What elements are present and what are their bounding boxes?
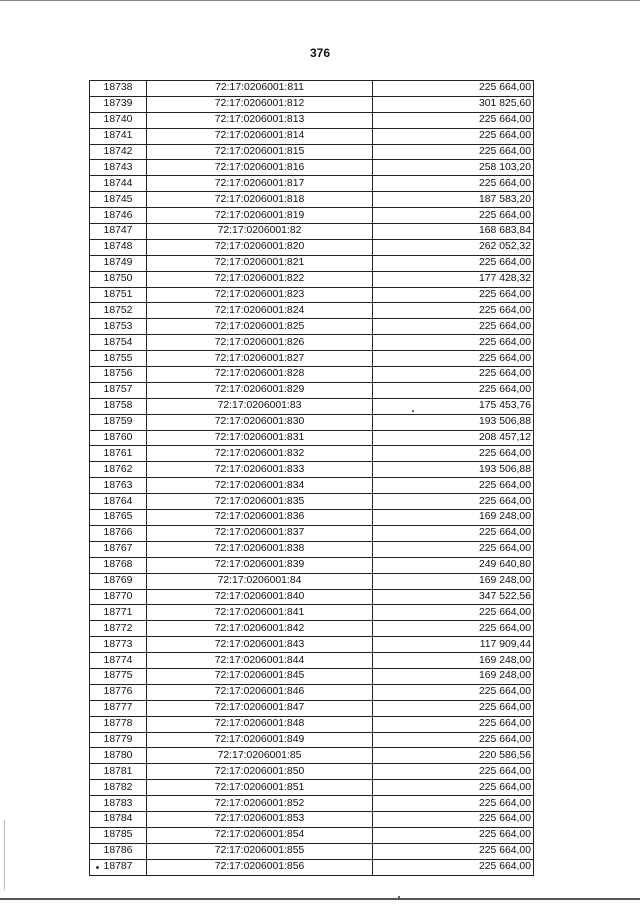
table-row xyxy=(90,557,534,573)
row-number-cell: 18768 xyxy=(90,557,147,573)
row-number-cell: 18738 xyxy=(90,81,147,97)
table-row xyxy=(90,510,534,526)
row-number-cell: 18784 xyxy=(90,811,147,827)
cadastral-value-cell: 225 664,00 xyxy=(373,764,534,780)
row-number-cell: 18785 xyxy=(90,827,147,843)
cadastral-number-cell: 72:17:0206001:841 xyxy=(147,605,373,621)
cadastral-number-cell: 72:17:0206001:830 xyxy=(147,414,373,430)
row-number-cell: 18739 xyxy=(90,96,147,112)
table-row xyxy=(90,605,534,621)
scan-speck xyxy=(412,410,414,412)
cadastral-value-cell: 225 664,00 xyxy=(373,796,534,812)
cadastral-number-cell: 72:17:0206001:821 xyxy=(147,255,373,271)
cadastral-value-cell: 225 664,00 xyxy=(373,859,534,875)
cadastral-number-cell: 72:17:0206001:838 xyxy=(147,541,373,557)
cadastral-number-cell: 72:17:0206001:816 xyxy=(147,160,373,176)
row-number-cell: 18754 xyxy=(90,335,147,351)
cadastral-number-cell: 72:17:0206001:856 xyxy=(147,859,373,875)
row-number-cell: 18746 xyxy=(90,208,147,224)
cadastral-number-cell: 72:17:0206001:829 xyxy=(147,382,373,398)
row-number-cell: 18753 xyxy=(90,319,147,335)
cadastral-number-cell: 72:17:0206001:852 xyxy=(147,796,373,812)
cadastral-value-cell: 225 664,00 xyxy=(373,81,534,97)
cadastral-number-cell: 72:17:0206001:818 xyxy=(147,192,373,208)
cadastral-number-cell: 72:17:0206001:854 xyxy=(147,827,373,843)
row-number-cell: 18749 xyxy=(90,255,147,271)
cadastral-value-cell: 168 683,84 xyxy=(373,224,534,240)
table-row xyxy=(90,414,534,430)
row-number-cell: 18782 xyxy=(90,780,147,796)
cadastral-value-cell: 225 664,00 xyxy=(373,351,534,367)
cadastral-value-cell: 225 664,00 xyxy=(373,335,534,351)
cadastral-value-cell: 347 522,56 xyxy=(373,589,534,605)
table-row xyxy=(90,239,534,255)
scan-speck xyxy=(96,866,99,869)
cadastral-value-cell: 225 664,00 xyxy=(373,287,534,303)
top-border-line xyxy=(0,0,640,1)
row-number-cell: 18762 xyxy=(90,462,147,478)
table-row xyxy=(90,732,534,748)
cadastral-value-cell: 169 248,00 xyxy=(373,510,534,526)
table-row xyxy=(90,176,534,192)
cadastral-value-cell: 208 457,12 xyxy=(373,430,534,446)
cadastral-number-cell: 72:17:0206001:814 xyxy=(147,128,373,144)
cadastral-value-cell: 225 664,00 xyxy=(373,255,534,271)
table-row xyxy=(90,637,534,653)
row-number-cell: 18743 xyxy=(90,160,147,176)
cadastral-value-cell: 258 103,20 xyxy=(373,160,534,176)
table-row xyxy=(90,748,534,764)
cadastral-number-cell: 72:17:0206001:819 xyxy=(147,208,373,224)
row-number-cell: 18742 xyxy=(90,144,147,160)
row-number-cell: 18751 xyxy=(90,287,147,303)
cadastral-number-cell: 72:17:0206001:824 xyxy=(147,303,373,319)
row-number-cell: 18740 xyxy=(90,112,147,128)
cadastral-value-cell: 249 640,80 xyxy=(373,557,534,573)
table-row xyxy=(90,494,534,510)
table-row xyxy=(90,398,534,414)
cadastral-value-cell: 225 664,00 xyxy=(373,446,534,462)
cadastral-value-cell: 117 909,44 xyxy=(373,637,534,653)
row-number-cell: 18771 xyxy=(90,605,147,621)
cadastral-value-cell: 225 664,00 xyxy=(373,621,534,637)
table-row xyxy=(90,81,534,97)
row-number-cell: 18747 xyxy=(90,224,147,240)
row-number-cell: 18748 xyxy=(90,239,147,255)
table-row xyxy=(90,271,534,287)
row-number-cell: 18761 xyxy=(90,446,147,462)
cadastral-number-cell: 72:17:0206001:834 xyxy=(147,478,373,494)
table-row xyxy=(90,367,534,383)
row-number-cell: 18774 xyxy=(90,653,147,669)
cadastral-value-cell: 220 586,56 xyxy=(373,748,534,764)
cadastral-number-cell: 72:17:0206001:85 xyxy=(147,748,373,764)
table-row xyxy=(90,573,534,589)
table-row xyxy=(90,780,534,796)
cadastral-number-cell: 72:17:0206001:839 xyxy=(147,557,373,573)
cadastral-number-cell: 72:17:0206001:850 xyxy=(147,764,373,780)
cadastral-value-cell: 225 664,00 xyxy=(373,303,534,319)
table-row xyxy=(90,541,534,557)
cadastral-value-cell: 225 664,00 xyxy=(373,684,534,700)
table-row xyxy=(90,351,534,367)
row-number-cell: 18750 xyxy=(90,271,147,287)
cadastral-value-cell: 225 664,00 xyxy=(373,843,534,859)
row-number-cell: 18764 xyxy=(90,494,147,510)
row-number-cell: 18741 xyxy=(90,128,147,144)
cadastral-number-cell: 72:17:0206001:836 xyxy=(147,510,373,526)
cadastral-number-cell: 72:17:0206001:813 xyxy=(147,112,373,128)
row-number-cell: 18787 xyxy=(90,859,147,875)
table-row xyxy=(90,525,534,541)
row-number-cell: 18776 xyxy=(90,684,147,700)
cadastral-value-cell: 225 664,00 xyxy=(373,716,534,732)
row-number-cell: 18778 xyxy=(90,716,147,732)
cadastral-value-cell: 169 248,00 xyxy=(373,668,534,684)
cadastral-value-cell: 225 664,00 xyxy=(373,541,534,557)
table-row xyxy=(90,430,534,446)
table-row xyxy=(90,716,534,732)
cadastral-number-cell: 72:17:0206001:848 xyxy=(147,716,373,732)
cadastral-number-cell: 72:17:0206001:820 xyxy=(147,239,373,255)
cadastral-value-cell: 301 825,60 xyxy=(373,96,534,112)
cadastral-number-cell: 72:17:0206001:825 xyxy=(147,319,373,335)
row-number-cell: 18760 xyxy=(90,430,147,446)
row-number-cell: 18779 xyxy=(90,732,147,748)
cadastral-number-cell: 72:17:0206001:840 xyxy=(147,589,373,605)
cadastral-number-cell: 72:17:0206001:835 xyxy=(147,494,373,510)
cadastral-value-cell: 225 664,00 xyxy=(373,382,534,398)
table-row xyxy=(90,478,534,494)
cadastral-value-cell: 193 506,88 xyxy=(373,414,534,430)
cadastral-number-cell: 72:17:0206001:822 xyxy=(147,271,373,287)
cadastral-number-cell: 72:17:0206001:817 xyxy=(147,176,373,192)
table-row xyxy=(90,764,534,780)
table-row xyxy=(90,255,534,271)
table-row xyxy=(90,319,534,335)
cadastral-value-cell: 225 664,00 xyxy=(373,478,534,494)
cadastral-number-cell: 72:17:0206001:827 xyxy=(147,351,373,367)
cadastral-value-table xyxy=(89,80,534,876)
row-number-cell: 18775 xyxy=(90,668,147,684)
cadastral-value-cell: 177 428,32 xyxy=(373,271,534,287)
table-row xyxy=(90,843,534,859)
table-row xyxy=(90,827,534,843)
cadastral-value-cell: 169 248,00 xyxy=(373,653,534,669)
cadastral-number-cell: 72:17:0206001:831 xyxy=(147,430,373,446)
page-number: 376 xyxy=(309,46,331,60)
row-number-cell: 18781 xyxy=(90,764,147,780)
cadastral-number-cell: 72:17:0206001:853 xyxy=(147,811,373,827)
table-row xyxy=(90,700,534,716)
row-number-cell: 18769 xyxy=(90,573,147,589)
table-row xyxy=(90,208,534,224)
cadastral-value-cell: 187 583,20 xyxy=(373,192,534,208)
row-number-cell: 18783 xyxy=(90,796,147,812)
cadastral-number-cell: 72:17:0206001:812 xyxy=(147,96,373,112)
cadastral-number-cell: 72:17:0206001:815 xyxy=(147,144,373,160)
cadastral-value-cell: 225 664,00 xyxy=(373,605,534,621)
cadastral-value-cell: 225 664,00 xyxy=(373,732,534,748)
cadastral-value-cell: 225 664,00 xyxy=(373,827,534,843)
cadastral-value-cell: 225 664,00 xyxy=(373,176,534,192)
cadastral-number-cell: 72:17:0206001:823 xyxy=(147,287,373,303)
row-number-cell: 18780 xyxy=(90,748,147,764)
table-row xyxy=(90,112,534,128)
cadastral-number-cell: 72:17:0206001:845 xyxy=(147,668,373,684)
cadastral-value-cell: 225 664,00 xyxy=(373,811,534,827)
table-row xyxy=(90,859,534,875)
table-row xyxy=(90,668,534,684)
cadastral-number-cell: 72:17:0206001:826 xyxy=(147,335,373,351)
cadastral-value-cell: 262 052,32 xyxy=(373,239,534,255)
cadastral-number-cell: 72:17:0206001:828 xyxy=(147,367,373,383)
table-row xyxy=(90,144,534,160)
cadastral-number-cell: 72:17:0206001:842 xyxy=(147,621,373,637)
table-row xyxy=(90,224,534,240)
table-row xyxy=(90,684,534,700)
table-row xyxy=(90,589,534,605)
cadastral-value-cell: 225 664,00 xyxy=(373,525,534,541)
cadastral-number-cell: 72:17:0206001:843 xyxy=(147,637,373,653)
row-number-cell: 18755 xyxy=(90,351,147,367)
table-row xyxy=(90,382,534,398)
row-number-cell: 18752 xyxy=(90,303,147,319)
table-row xyxy=(90,621,534,637)
cadastral-value-cell: 225 664,00 xyxy=(373,319,534,335)
cadastral-number-cell: 72:17:0206001:851 xyxy=(147,780,373,796)
row-number-cell: 18770 xyxy=(90,589,147,605)
row-number-cell: 18766 xyxy=(90,525,147,541)
row-number-cell: 18763 xyxy=(90,478,147,494)
cadastral-number-cell: 72:17:0206001:849 xyxy=(147,732,373,748)
cadastral-number-cell: 72:17:0206001:82 xyxy=(147,224,373,240)
cadastral-value-cell: 225 664,00 xyxy=(373,112,534,128)
cadastral-value-cell: 225 664,00 xyxy=(373,700,534,716)
cadastral-number-cell: 72:17:0206001:846 xyxy=(147,684,373,700)
table-row xyxy=(90,192,534,208)
cadastral-value-cell: 225 664,00 xyxy=(373,128,534,144)
row-number-cell: 18767 xyxy=(90,541,147,557)
table-row xyxy=(90,96,534,112)
row-number-cell: 18759 xyxy=(90,414,147,430)
table-row xyxy=(90,446,534,462)
table-row xyxy=(90,128,534,144)
cadastral-number-cell: 72:17:0206001:832 xyxy=(147,446,373,462)
row-number-cell: 18756 xyxy=(90,367,147,383)
cadastral-number-cell: 72:17:0206001:83 xyxy=(147,398,373,414)
row-number-cell: 18786 xyxy=(90,843,147,859)
cadastral-value-cell: 225 664,00 xyxy=(373,144,534,160)
cadastral-number-cell: 72:17:0206001:847 xyxy=(147,700,373,716)
cadastral-value-cell: 225 664,00 xyxy=(373,494,534,510)
cadastral-number-cell: 72:17:0206001:844 xyxy=(147,653,373,669)
table-row xyxy=(90,462,534,478)
cadastral-value-cell: 225 664,00 xyxy=(373,208,534,224)
table-row xyxy=(90,303,534,319)
table-row xyxy=(90,653,534,669)
row-number-cell: 18772 xyxy=(90,621,147,637)
cadastral-number-cell: 72:17:0206001:837 xyxy=(147,525,373,541)
scan-edge-mark xyxy=(4,820,5,890)
row-number-cell: 18744 xyxy=(90,176,147,192)
table-row xyxy=(90,160,534,176)
cadastral-value-cell: 225 664,00 xyxy=(373,367,534,383)
cadastral-value-cell: 193 506,88 xyxy=(373,462,534,478)
bottom-border-line xyxy=(0,898,640,900)
cadastral-number-cell: 72:17:0206001:833 xyxy=(147,462,373,478)
cadastral-value-cell: 169 248,00 xyxy=(373,573,534,589)
cadastral-number-cell: 72:17:0206001:811 xyxy=(147,81,373,97)
table-body xyxy=(90,81,534,876)
row-number-cell: 18758 xyxy=(90,398,147,414)
table-row xyxy=(90,811,534,827)
table-row xyxy=(90,796,534,812)
cadastral-number-cell: 72:17:0206001:84 xyxy=(147,573,373,589)
row-number-cell: 18777 xyxy=(90,700,147,716)
table-row xyxy=(90,335,534,351)
cadastral-value-cell: 175 453,76 xyxy=(373,398,534,414)
row-number-cell: 18773 xyxy=(90,637,147,653)
cadastral-value-cell: 225 664,00 xyxy=(373,780,534,796)
row-number-cell: 18757 xyxy=(90,382,147,398)
row-number-cell: 18765 xyxy=(90,510,147,526)
table-row xyxy=(90,287,534,303)
cadastral-number-cell: 72:17:0206001:855 xyxy=(147,843,373,859)
row-number-cell: 18745 xyxy=(90,192,147,208)
